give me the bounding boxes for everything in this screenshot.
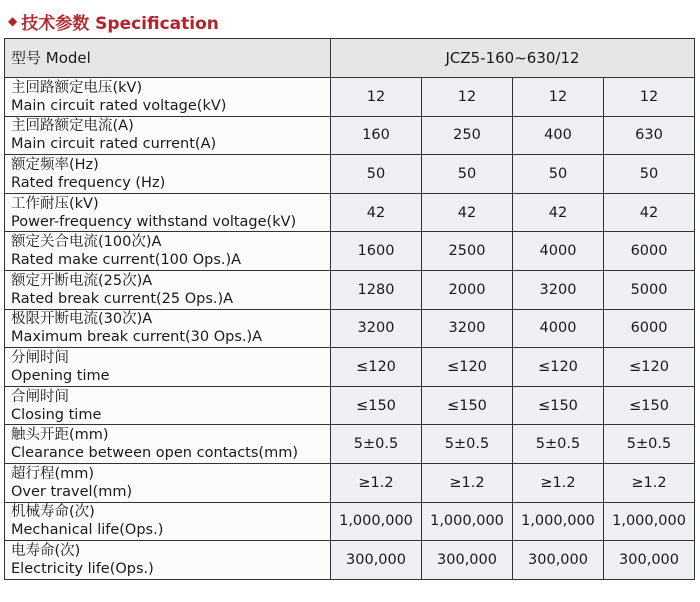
header-label: 型号 Model xyxy=(5,39,331,78)
row-value: 1280 xyxy=(331,270,422,309)
row-value: ≤120 xyxy=(331,348,422,387)
row-label-zh: 机械寿命(次) xyxy=(11,504,95,521)
row-label-zh: 工作耐压(kV) xyxy=(11,195,99,212)
row-value: ≥1.2 xyxy=(513,463,604,502)
row-value: ≤120 xyxy=(422,348,513,387)
row-value: 4000 xyxy=(513,232,604,271)
row-value: 3200 xyxy=(331,309,422,348)
row-value: 1,000,000 xyxy=(422,502,513,541)
table-row xyxy=(5,309,695,348)
row-label-en: Clearance between open contacts(mm) xyxy=(11,445,298,462)
table-row xyxy=(5,270,695,309)
row-value: 12 xyxy=(604,78,695,117)
row-label-zh: 主回路额定电流(A) xyxy=(11,118,134,135)
row-label-en: Rated frequency (Hz) xyxy=(11,174,166,191)
table-row xyxy=(5,348,695,387)
row-label xyxy=(5,502,331,541)
row-label-en: Rated make current(100 Ops.)A xyxy=(11,252,242,269)
row-value: 300,000 xyxy=(331,541,422,580)
row-value: 5±0.5 xyxy=(422,425,513,464)
row-label-zh: 分闸时间 xyxy=(11,349,69,366)
row-value: 6000 xyxy=(604,309,695,348)
row-value: 4000 xyxy=(513,309,604,348)
row-label xyxy=(5,270,331,309)
row-value: ≤150 xyxy=(513,386,604,425)
row-value: 42 xyxy=(513,193,604,232)
header-model: JCZ5-160~630/12 xyxy=(331,39,695,78)
row-value: 300,000 xyxy=(422,541,513,580)
table-row xyxy=(5,463,695,502)
table-row xyxy=(5,116,695,155)
row-value: 50 xyxy=(422,155,513,194)
row-label xyxy=(5,232,331,271)
row-value: 50 xyxy=(513,155,604,194)
row-label-en: Maximum break current(30 Ops.)A xyxy=(11,329,263,346)
row-value: 42 xyxy=(604,193,695,232)
row-value: 1,000,000 xyxy=(604,502,695,541)
row-label-zh: 超行程(mm) xyxy=(11,465,95,482)
row-value: ≤150 xyxy=(331,386,422,425)
row-value: 300,000 xyxy=(513,541,604,580)
row-label-zh: 极限开断电流(30次)A xyxy=(11,311,153,328)
table-row xyxy=(5,541,695,580)
row-label xyxy=(5,425,331,464)
row-label xyxy=(5,155,331,194)
row-label xyxy=(5,348,331,387)
row-label-zh: 电寿命(次) xyxy=(11,542,81,559)
row-value: 250 xyxy=(422,116,513,155)
row-label-en: Mechanical life(Ops.) xyxy=(11,522,164,539)
row-label-en: Closing time xyxy=(11,406,102,423)
row-value: 5±0.5 xyxy=(331,425,422,464)
row-label-zh: 主回路额定电压(kV) xyxy=(11,79,143,96)
row-label-zh: 触头开距(mm) xyxy=(11,427,109,444)
row-label xyxy=(5,309,331,348)
row-value: 42 xyxy=(422,193,513,232)
row-value: 50 xyxy=(604,155,695,194)
row-value: ≤120 xyxy=(513,348,604,387)
row-label xyxy=(5,78,331,117)
row-value: 5±0.5 xyxy=(604,425,695,464)
section-title-text: 技术参数 Specification xyxy=(21,13,219,34)
row-value: 12 xyxy=(513,78,604,117)
table-header-row xyxy=(5,39,695,78)
row-value: 630 xyxy=(604,116,695,155)
row-value: 1,000,000 xyxy=(331,502,422,541)
diamond-bullet-icon: ◆ xyxy=(8,14,18,28)
row-label xyxy=(5,193,331,232)
specification-table xyxy=(4,38,695,580)
section-title xyxy=(8,8,219,34)
table-row xyxy=(5,502,695,541)
row-label-zh: 合闸时间 xyxy=(11,388,69,405)
row-value: 3200 xyxy=(513,270,604,309)
table-row xyxy=(5,232,695,271)
row-label-en: Power-frequency withstand voltage(kV) xyxy=(11,213,297,230)
row-value: 5000 xyxy=(604,270,695,309)
row-label xyxy=(5,116,331,155)
row-value: 6000 xyxy=(604,232,695,271)
row-value: 1600 xyxy=(331,232,422,271)
row-label-en: Rated break current(25 Ops.)A xyxy=(11,290,234,307)
row-value: 5±0.5 xyxy=(513,425,604,464)
row-label-en: Main circuit rated current(A) xyxy=(11,136,217,153)
table-row xyxy=(5,425,695,464)
row-value: 400 xyxy=(513,116,604,155)
table-row xyxy=(5,386,695,425)
row-value: ≤120 xyxy=(604,348,695,387)
row-label-en: Over travel(mm) xyxy=(11,483,133,500)
row-value: 12 xyxy=(331,78,422,117)
row-label-en: Opening time xyxy=(11,367,110,384)
row-value: ≤150 xyxy=(422,386,513,425)
row-label xyxy=(5,541,331,580)
row-value: ≥1.2 xyxy=(604,463,695,502)
row-label-en: Main circuit rated voltage(kV) xyxy=(11,97,227,114)
row-value: 42 xyxy=(331,193,422,232)
row-value: 2000 xyxy=(422,270,513,309)
row-value: ≤150 xyxy=(604,386,695,425)
row-label-zh: 额定关合电流(100次)A xyxy=(11,234,162,251)
table-row xyxy=(5,155,695,194)
row-label-en: Electricity life(Ops.) xyxy=(11,560,154,577)
table-row xyxy=(5,78,695,117)
row-label xyxy=(5,463,331,502)
row-value: 50 xyxy=(331,155,422,194)
row-value: ≥1.2 xyxy=(331,463,422,502)
row-value: 1,000,000 xyxy=(513,502,604,541)
row-value: ≥1.2 xyxy=(422,463,513,502)
table-row xyxy=(5,193,695,232)
row-value: 3200 xyxy=(422,309,513,348)
row-label xyxy=(5,386,331,425)
row-label-zh: 额定频率(Hz) xyxy=(11,156,99,173)
row-value: 12 xyxy=(422,78,513,117)
row-value: 2500 xyxy=(422,232,513,271)
row-value: 160 xyxy=(331,116,422,155)
row-label-zh: 额定开断电流(25次)A xyxy=(11,272,153,289)
row-value: 300,000 xyxy=(604,541,695,580)
